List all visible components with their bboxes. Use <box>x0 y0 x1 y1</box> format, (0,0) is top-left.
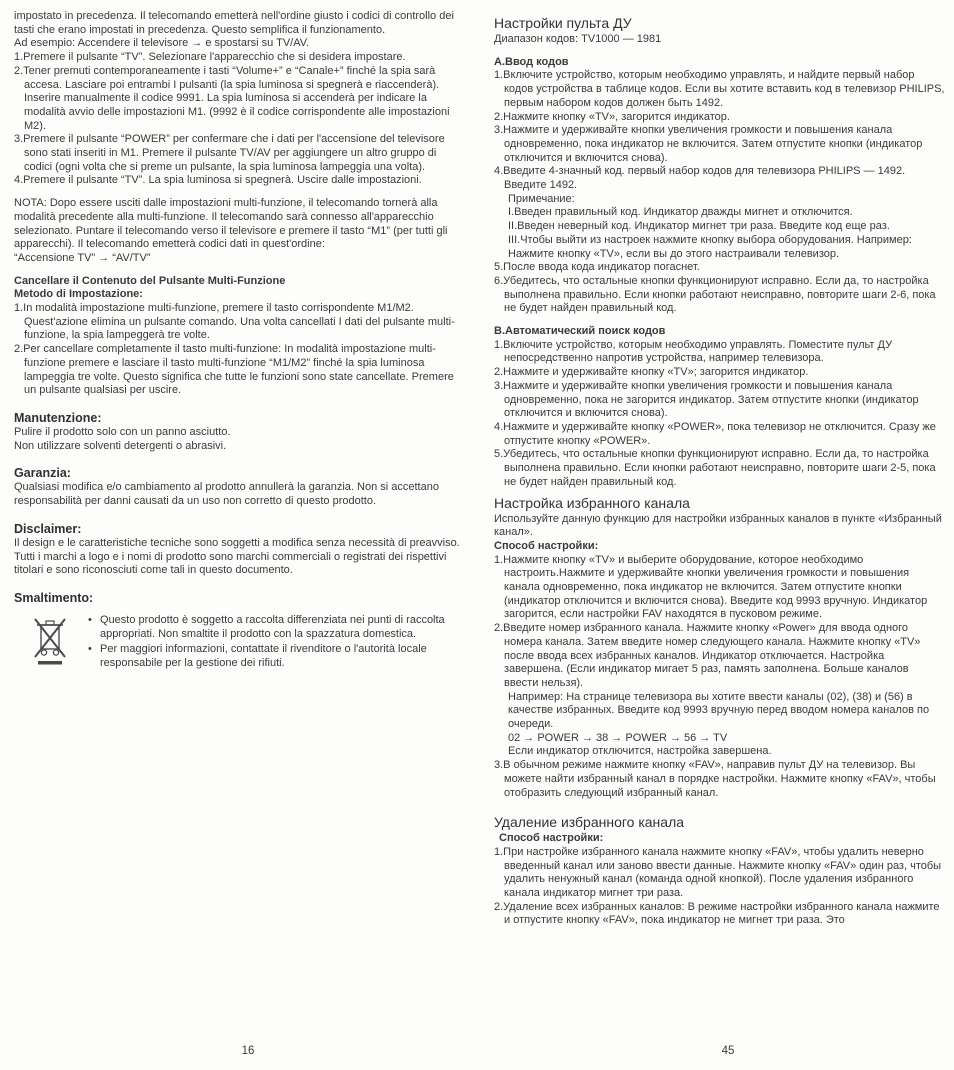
page-number-right: 45 <box>721 1045 735 1057</box>
disposal-items <box>88 614 461 673</box>
section-heading: Garanzia: <box>14 466 71 481</box>
list-item: 1.Включите устройство, которым необходимо управлять, и найдите первый набор кодов устройства в таблице кодов. Если вы хотите вставить код в телевизор PHILIPS, первым набором кодов должен быть 1492. <box>494 69 945 109</box>
list-item: 3.В обычном режиме нажмите кнопку «FAV», направив пульт ДУ на телевизор. Вы можете найти избранный канал в порядке настройки. Нажмите кнопку «FAV», чтобы отобразить следующий избранный канал. <box>494 759 936 799</box>
spacer <box>494 800 946 809</box>
right-column-blocks <box>494 10 946 928</box>
list-item: 1.При настройке избранного канала нажмите кнопку «FAV», чтобы удалить неверно введенный канал или заново ввести данные. Нажмите кнопку «FAV» один раз, чтобы удалить ненужный канал (команда одной кнопкой). После удаления избранного канала индикатор мигнет три раза. <box>494 845 942 900</box>
paragraph: Ad esempio: Accendere il televisore → e spostarsi su TV/AV. <box>14 37 310 50</box>
bullet-icon: • <box>88 643 92 656</box>
list-item: 2.Удаление всех избранных каналов: В режиме настройки избранного канала нажмите и отпустите кнопку «FAV», пока индикатор не мигнет три раза. Это <box>494 900 940 927</box>
paragraph: “Accensione TV” → “AV/TV” <box>14 251 151 264</box>
bold-label: Способ настройки: <box>499 832 604 845</box>
list-item: 1.Включите устройство, которым необходимо управлять. Поместите пульт ДУ непосредственно напротив устройства, например телевизора. <box>494 338 893 365</box>
list-item: 2.Нажмите кнопку «TV», загорится индикатор. <box>494 110 730 123</box>
list-item: 2.Per cancellare completamente il tasto multi-funzione: In modalità impostazione multi-funzione premere e lasciare il tasto multi-funzione “M1/M2” finché la spia luminosa lampeggia tre volte. Questo significa che tutte le funzioni sono state cancellate. Premere un pulsante qualsiasi per uscire. <box>14 343 454 397</box>
paragraph: Non utilizzare solventi detergenti o abrasivi. <box>14 439 227 452</box>
paragraph: Используйте данную функцию для настройки избранных каналов в пункте «Избранный канал». <box>494 512 942 539</box>
left-column <box>14 10 461 673</box>
paragraph: Диапазон кодов: TV1000 — 1981 <box>494 33 662 45</box>
paragraph: Pulire il prodotto solo con un panno asciutto. <box>14 425 231 438</box>
list-item: 2.Нажмите и удерживайте кнопку «TV»; загорится индикатор. <box>494 366 809 379</box>
right-column <box>494 10 946 928</box>
list-item: 4.Premere il pulsante “TV”. La spia luminosa si spegnerà. Uscire dalle impostazioni. <box>14 174 422 187</box>
sub-item: Если индикатор отключится, настройка завершена. <box>508 745 772 758</box>
bold-label: Metodo di Impostazione: <box>14 288 143 301</box>
list-item: 5.После ввода кода индикатор погаснет. <box>494 261 700 274</box>
spacer <box>14 398 461 407</box>
list-item: 1.Premere il pulsante “TV”. Selezionare l'apparecchio che si desidera impostare. <box>14 51 406 64</box>
spacer <box>14 453 461 462</box>
left-column-blocks <box>14 10 461 606</box>
list-item: 2.Tener premuti contemporaneamente i tasti “Volume+” e “Canale+” finché la spia sarà accesa. Lasciare poi entrambi I pulsanti (la spia luminosa si spegnerà e riaccenderà). <box>14 64 440 91</box>
paragraph: NOTA: Dopo essere usciti dalle impostazioni multi-funzione, il telecomando tornerà alla modalità precedente alla multi-funzione. Il telecomando sarà connesso all'apparecchio selezionato. Puntare il telecomando verso il televisore e premere il tasto “M1” (per tutti gli apparecchi). Il telecomando emetterà codici dati in quest'ordine: <box>14 197 448 251</box>
list-item: 3.Нажмите и удерживайте кнопки увеличения громкости и повышения канала одновременно, пока индикатор не включится. Затем отпустите кнопки (индикатор отключится и включится снова). <box>494 124 923 164</box>
section-heading: Smaltimento: <box>14 590 94 605</box>
section-title: Настройка избранного канала <box>494 494 690 511</box>
sub-item: Например: На странице телевизора вы хотите ввести каналы (02), (38) и (56) в качестве избранных. Введите код 9993 вручную перед вводом номера каналов по очереди. <box>508 690 930 731</box>
page-number-left: 16 <box>241 1045 255 1057</box>
paragraph-indented: Inserire manualmente il codice 9991. La spia luminosa si accenderà per indicare la modalità avvio delle impostazioni M1. (9992 è il codice corrispondente alle impostazioni M2). <box>24 92 450 132</box>
sub-item: II.Введен неверный код. Индикатор мигнет три раза. Введите код еще раз. <box>508 220 890 233</box>
disposal-section <box>14 606 461 673</box>
list-item: 5.Убедитесь, что остальные кнопки функционируют исправно. Если да, то настройка выполнена правильно. Если кнопки работают неисправно, повторите шаги 2-5, пока не будет найден правильный код. <box>494 448 936 488</box>
list-item: 3.Premere il pulsante “POWER” per confermare che i dati per l'accensione del televisore sono stati inseriti in M1. Premere il pulsante TV/AV per aggiungere un altro gruppo di codici (ogni volta che si preme un pulsante, la spia luminosa lampeggia una volta). <box>14 133 445 173</box>
list-item: 6.Убедитесь, что остальные кнопки функционируют исправно. Если да, то настройка выполнена правильно. Если кнопки работают неисправно, повторите шаги 2-6, пока не будет найден правильный код. <box>494 274 936 315</box>
spacer <box>14 266 461 275</box>
disposal-item <box>88 614 461 641</box>
paragraph: impostato in precedenza. Il telecomando emetterà nell'ordine giusto i codici di controllo dei tasti che erano impostati in precedenza. Questo semplifica il funzionamento. <box>14 10 454 36</box>
paragraph: Il design e le caratteristiche tecniche sono soggetti a modifica senza necessità di preavviso. Tutti i marchi a logo e i nomi di prodotto sono marchi commerciali o registrati dei rispettivi titolari e sono riconosciuti come tali in questo documento. <box>14 536 460 577</box>
list-item: 1.Нажмите кнопку «TV» и выберите оборудование, которое необходимо настроить.Нажмите и удерживайте кнопки увеличения громкости и повышения канала одновременно, пока индикатор не включится. Затем отпустите кнопки (индикатор отключится и включится снова). Введите код 9993 вручную. Индикатор загорится, если настройки FAV находятся в пусковом режиме. <box>494 553 928 621</box>
list-item: 3.Нажмите и удерживайте кнопки увеличения громкости и повышения канала одновременно, пока не загорится индикатор. Затем отпустите кнопки (индикатор отключится и включится снова). <box>494 379 919 420</box>
sub-item: Примечание: <box>508 192 575 205</box>
list-item: 4.Введите 4-значный код. первый набор кодов для телевизора PHILIPS — 1492. Введите 1492. <box>494 165 906 192</box>
section-title: Настройки пульта ДУ <box>494 15 632 31</box>
section-title: Удаление избранного канала <box>494 814 685 831</box>
weee-crossed-bin-icon <box>32 614 68 671</box>
sub-item: I.Введен правильный код. Индикатор дважды мигнет и отключится. <box>508 206 853 219</box>
sub-item: 02 → POWER → 38 → POWER → 56 → TV <box>508 731 728 744</box>
paragraph: Qualsiasi modifica e/o cambiamento al prodotto annullerà la garanzia. Non si accettano responsabilità per danni causati da un uso non corretto di questo prodotto. <box>14 481 439 508</box>
section-heading: Manutenzione: <box>14 410 102 425</box>
section-heading: Disclaimer: <box>14 521 82 536</box>
disposal-item <box>88 643 461 670</box>
spacer <box>14 509 461 518</box>
bold-label: Способ настройки: <box>494 539 599 552</box>
bold-label: Cancellare il Contenuto del Pulsante Multi-Funzione <box>14 274 286 287</box>
bullet-icon: • <box>88 613 92 626</box>
bold-label: А.Ввод кодов <box>494 55 569 68</box>
list-item: 1.In modalità impostazione multi-funzione, premere il tasto corrispondente M1/M2. Quest'azione elimina un pulsante comando. Una volta cancellati I dati del pulsante multi-funzione, la spia lampeggerà tre volte. <box>14 302 455 342</box>
sub-item: III.Чтобы выйти из настроек нажмите кнопку выбора оборудования. Например: Нажмите кнопку «TV», если вы до этого настраивали телевизор. <box>508 233 912 260</box>
spacer <box>14 188 461 197</box>
spacer <box>14 578 461 587</box>
spacer <box>494 47 946 56</box>
disposal-item-text: Questo prodotto è soggetto a raccolta differenziata nei punti di raccolta appropriati. Non smaltite il prodotto con la spazzatura domestica. <box>100 613 445 640</box>
list-item: 4.Нажмите и удерживайте кнопку «POWER», пока телевизор не отключится. Сразу же отпустите кнопку «POWER». <box>494 420 936 447</box>
disposal-item-text: Per maggiori informazioni, contattate il rivenditore o l'autorità locale responsabile per la gestione dei rifiuti. <box>100 643 427 670</box>
spacer <box>494 316 946 325</box>
list-item: 2.Введите номер избранного канала. Нажмите кнопку «Power» для ввода одного номера канала. Затем введите номер следующего канала. Нажмите кнопку «TV» после ввода всех избранных каналов. Индикатор отключается. Настройка завершена. (Если индикатор мигает 5 раз, память заполнена. Больше каналов ввести нельзя). <box>494 622 921 689</box>
bold-label: В.Автоматический поиск кодов <box>494 325 666 338</box>
